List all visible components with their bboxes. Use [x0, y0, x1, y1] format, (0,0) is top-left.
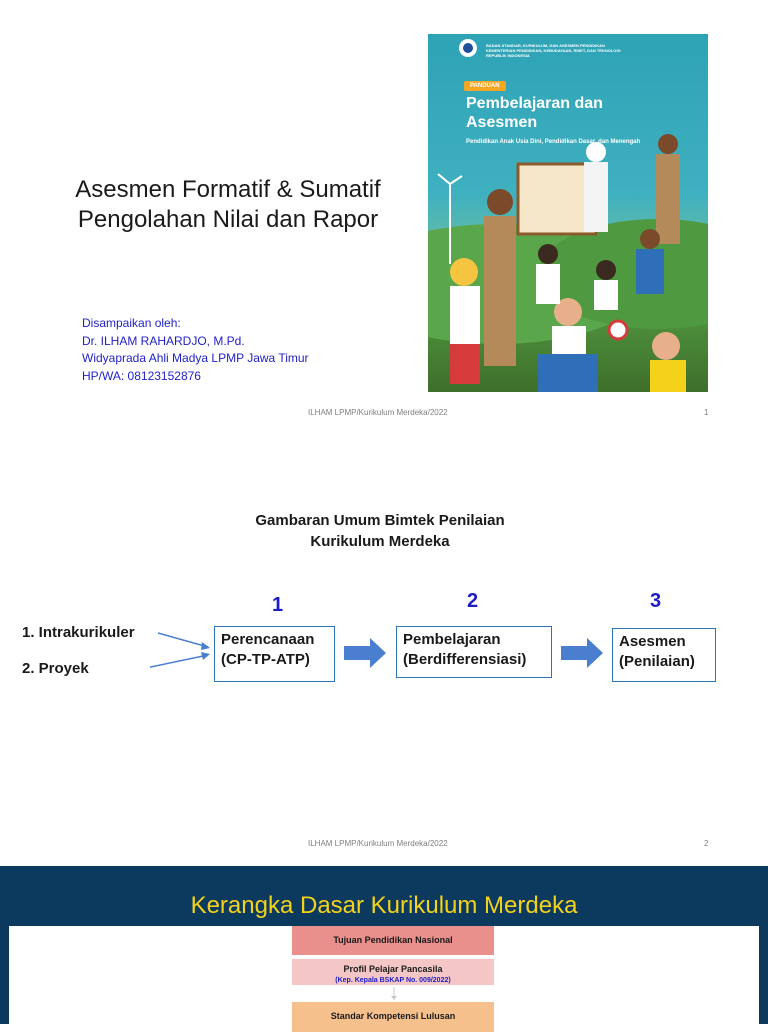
profil-pelajar-ref: (Kep. Kepala BSKAP No. 009/2022) — [335, 977, 451, 984]
cover-title — [466, 94, 603, 132]
slide1-page-number: 1 — [704, 408, 709, 417]
slide1-title-line2: Pengolahan Nilai dan Rapor — [77, 206, 379, 233]
step1-line1: Perencanaan — [221, 631, 315, 648]
slide1-title-line1: Asesmen Formatif & Sumatif — [75, 176, 381, 203]
presenter-info — [82, 315, 309, 385]
step2-line1: Pembelajaran — [403, 631, 501, 648]
tujuan-pendidikan-bar: Tujuan Pendidikan Nasional — [292, 926, 494, 955]
step-number-1: 1 — [272, 594, 284, 616]
step3-line2: (Penilaian) — [619, 653, 695, 670]
input-connector-arrows — [150, 625, 220, 675]
step-box-asesmen — [612, 628, 716, 682]
cover-agency-line3: REPUBLIK INDONESIA — [486, 53, 530, 58]
profil-pelajar-label: Profil Pelajar Pancasila — [343, 964, 443, 974]
cover-agency-line2: KEMENTERIAN PENDIDIKAN, KEBUDAYAAN, RISET, DAN TEKNOLOGI — [486, 48, 621, 53]
pinwheel-icon — [609, 321, 627, 339]
down-arrow-icon — [389, 987, 399, 1001]
framework-diagram — [9, 926, 759, 1026]
slide2-title-line2: Kurikulum Merdeka — [310, 533, 450, 550]
cover-subtitle: Pendidikan Anak Usia Dini, Pendidikan Dasar, dan Menengah — [466, 139, 641, 145]
flow-arrow-1 — [344, 638, 386, 668]
step3-line1: Asesmen — [619, 633, 686, 650]
step-number-2: 2 — [467, 590, 479, 612]
cover-badge: PANDUAN — [464, 81, 506, 91]
book-cover-image — [428, 34, 708, 392]
slide1-title — [48, 175, 408, 235]
step2-line2: (Berdifferensiasi) — [403, 651, 527, 668]
presenter-role: Widyaprada Ahli Madya LPMP Jawa Timur — [82, 351, 309, 365]
presenter-label: Disampaikan oleh: — [82, 316, 181, 330]
presenter-phone: HP/WA: 08123152876 — [82, 368, 201, 383]
slide3-title: Kerangka Dasar Kurikulum Merdeka — [190, 892, 578, 919]
profil-pelajar-bar — [292, 959, 494, 985]
step-box-pembelajaran — [396, 626, 552, 678]
slide2-title — [180, 510, 580, 552]
slide-2 — [0, 430, 768, 862]
slide2-page-number: 2 — [704, 839, 709, 848]
slide2-footer: ILHAM LPMP/Kurikulum Merdeka/2022 — [308, 839, 448, 848]
step1-line2: (CP-TP-ATP) — [221, 651, 310, 668]
slide-1 — [0, 0, 768, 430]
input-intrakurikuler: 1. Intrakurikuler — [22, 624, 135, 641]
cover-agency-line1: BADAN STANDAR, KURIKULUM, DAN ASESMEN PENDIDIKAN — [486, 43, 605, 48]
step-box-perencanaan — [214, 626, 335, 682]
cover-title-line2: Asesmen — [466, 114, 538, 131]
standar-kompetensi-bar: Standar Kompetensi Lulusan — [292, 1002, 494, 1032]
cover-agency — [486, 43, 686, 58]
cover-title-line1: Pembelajaran dan — [466, 95, 603, 112]
slide2-title-line1: Gambaran Umum Bimtek Penilaian — [255, 512, 505, 529]
flow-arrow-2 — [561, 638, 603, 668]
input-proyek: 2. Proyek — [22, 660, 89, 677]
slide-3 — [0, 866, 768, 1024]
slide1-footer: ILHAM LPMP/Kurikulum Merdeka/2022 — [308, 408, 448, 417]
presenter-name: Dr. ILHAM RAHARDJO, M.Pd. — [82, 333, 245, 348]
step-number-3: 3 — [650, 590, 662, 612]
